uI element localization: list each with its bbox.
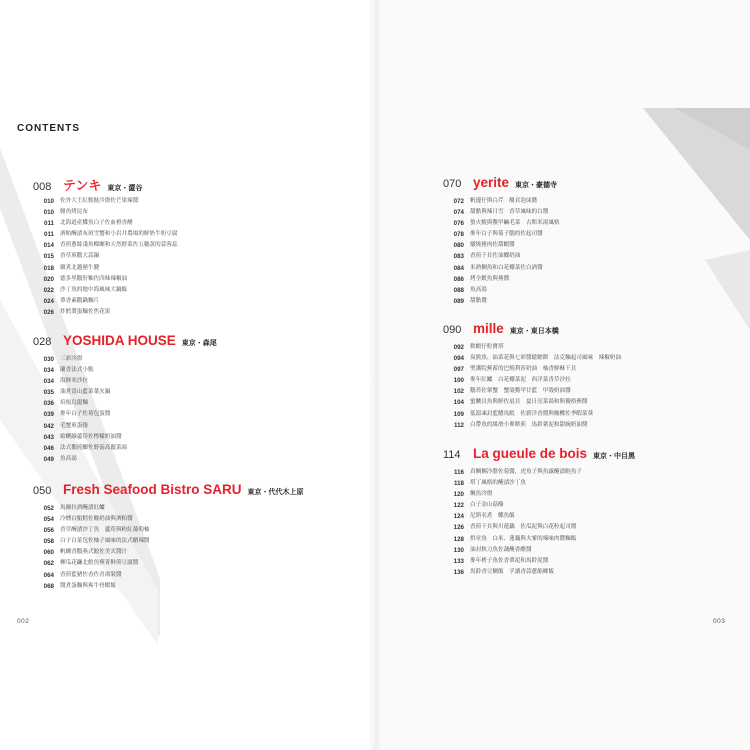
list-item [443, 353, 621, 364]
recipe-title: 沙丁魚的地中海風味大鍋飯 [60, 286, 128, 293]
recipe-title: 海鮮米沙拉 [60, 378, 88, 385]
recipe-page-number: 042 [43, 422, 54, 430]
recipe-page-number: 102 [453, 388, 464, 396]
page-number-left: 002 [17, 618, 30, 625]
list-item [33, 387, 217, 398]
restaurant-name: La gueule de bois [473, 446, 588, 461]
list-item [33, 218, 177, 229]
restaurant-location: 東京・森尾 [181, 339, 217, 347]
list-item [443, 397, 621, 408]
list-item [443, 556, 635, 567]
recipe-page-number: 014 [43, 242, 54, 250]
list-item [33, 229, 177, 240]
list-item [443, 285, 560, 296]
restaurant-location: 東京・中目黑 [593, 452, 636, 460]
recipe-title: 香煎干貝與川蓮藕 佐瓜泥與白花粒起司醬 [470, 524, 577, 531]
section-page-number: 028 [33, 336, 52, 348]
recipe-page-number: 097 [453, 366, 464, 374]
list-item [33, 443, 217, 454]
recipe-title: 帆邊仔與白芹 酪頁泡沫醬 [470, 198, 538, 204]
recipe-page-number: 035 [43, 389, 54, 397]
recipe-page-number: 046 [43, 444, 54, 452]
recipe-title: 柳瓜花鐮北鮫魚蕪菁鮮煎豆腐醬 [60, 560, 139, 567]
section-yerite [443, 175, 560, 307]
recipe-title: 鵝苔佐葷蟹 蟹殼鱉甲甘藍 甲殼奶油醬 [470, 388, 571, 395]
recipe-page-number: 060 [43, 549, 54, 557]
section-header [443, 446, 635, 464]
list-item [33, 398, 217, 409]
recipe-title: 油煮當山藍菜葉火鍋 [60, 389, 111, 396]
recipe-title: 炸鱈製蛋麵佐焦花果 [60, 308, 111, 315]
recipe-title: 油封秋刀魚佐蔬醃香醋醬 [470, 546, 532, 553]
recipe-title: 毛蟹煎蛋捲 [60, 422, 88, 429]
recipe-title: 烤全鍍魚與蕪醬 [470, 275, 510, 282]
list-item [33, 409, 217, 420]
list-item [443, 296, 560, 307]
recipe-title: 酒粕醃漬灰斑雪蟹和小岩井農場的鮮奶牛奶豆腐 [60, 231, 178, 238]
recipe-title: 麥年白子與菊子腦的佐起司醬 [470, 231, 543, 238]
recipe-page-number: 024 [43, 297, 54, 305]
list-item [443, 386, 621, 397]
list-item [443, 342, 621, 353]
recipe-title: 麥年白子佐荷包蛋醬 [60, 411, 111, 418]
recipe-page-number: 112 [454, 421, 464, 429]
list-item [443, 229, 560, 240]
recipe-title: 蛤蜊綠蘆筍佐檸檬奶油醬 [60, 433, 122, 440]
list-item [33, 354, 217, 365]
recipe-page-number: 080 [453, 242, 464, 250]
right-page [375, 0, 750, 750]
restaurant-location: 東京・澀谷 [107, 184, 143, 192]
section-la-gueule-de-bois [443, 446, 635, 578]
recipe-title: 甜點醬 [470, 297, 487, 304]
recipe-title: 鯡魚烤昆布 [60, 209, 88, 216]
recipe-title: 德多里鵝肝釉佐四味辣椒油 [60, 275, 128, 282]
restaurant-name: mille [473, 321, 504, 336]
recipe-list [443, 342, 621, 431]
restaurant-name: YOSHIDA HOUSE [63, 333, 176, 348]
recipe-page-number: 133 [453, 557, 464, 565]
recipe-page-number: 054 [43, 516, 54, 524]
section-yoshida-house [33, 333, 217, 465]
list-item [443, 511, 635, 522]
recipe-title: 米熟鯛魚和白花椰菜佐白酒醬 [470, 264, 543, 271]
list-item [443, 534, 635, 545]
list-item [33, 207, 177, 218]
recipe-title: 馬爾拉酒醃漬紅鱸 [60, 505, 105, 511]
section-page-number: 070 [443, 178, 462, 190]
recipe-title: 尼斯名煮 鰈魚飯 [470, 513, 515, 520]
recipe-page-number: 062 [43, 560, 54, 568]
section-header [443, 321, 621, 339]
restaurant-location: 東京・代代木上原 [247, 488, 304, 496]
list-item [443, 251, 560, 262]
recipe-title: 香煎千貝佐油鰈奶油 [470, 253, 521, 260]
list-item [33, 307, 177, 318]
list-item [33, 503, 304, 514]
list-item [443, 274, 560, 285]
recipe-title: 甜點與辣日雪 香草風味的白醬 [470, 209, 549, 216]
recipe-title: 低溫凍封藍鰭馬鮫 佐薪洋香醬與橄欖佐季暇菜葵 [470, 410, 594, 417]
recipe-page-number: 030 [43, 356, 54, 363]
recipe-title: 北海道產鰈魚白子佐血橙香醋 [60, 220, 133, 227]
recipe-page-number: 058 [43, 538, 54, 546]
recipe-page-number: 124 [453, 513, 464, 521]
list-item [443, 489, 635, 500]
recipe-title: 白帶魚的絲滑小麥餅煎 馬鈴薯泥和甜豌奶油醬 [470, 421, 588, 428]
recipe-page-number: 074 [453, 209, 464, 217]
recipe-title: 聖護院蕪蓄的巴燒利莎奶油 柚香鮮酥干貝 [470, 366, 577, 373]
recipe-page-number: 018 [43, 264, 54, 272]
restaurant-location: 東京・豪德寺 [515, 181, 558, 189]
recipe-page-number: 026 [43, 308, 54, 316]
recipe-title: 烘章魚 白米、蓮藕與夫爹的辣味肉醬麵飯 [470, 535, 577, 542]
recipe-page-number: 122 [453, 502, 464, 510]
list-item [443, 545, 635, 556]
list-item [33, 525, 304, 536]
recipe-page-number: 084 [453, 264, 464, 272]
list-item [443, 240, 560, 251]
recipe-title: 麥年紅鱸 白花椰菜泥 西洋菜香草沙拉 [470, 377, 571, 384]
restaurant-name: yerite [473, 175, 510, 190]
recipe-page-number: 092 [453, 344, 464, 351]
recipe-title: 鯛魚冷盤 [470, 491, 493, 498]
recipe-title: 炭熊魚、油菜花與七彩醬鬆鰓餅 法克麵起司風味 辣椒奶油 [470, 355, 622, 362]
recipe-title: 白子金山菇酪 [470, 502, 504, 509]
list-item [33, 581, 304, 592]
recipe-title: 蕈香素鵝鍋麵片 [60, 297, 100, 304]
section-header [33, 333, 217, 351]
section-page-number: 114 [443, 449, 461, 461]
list-item [443, 522, 635, 533]
list-item [443, 409, 621, 420]
list-item [443, 375, 621, 386]
recipe-list [33, 354, 217, 465]
list-item [33, 558, 304, 569]
recipe-page-number: 020 [43, 275, 54, 283]
list-item [33, 421, 217, 432]
list-item [443, 263, 560, 274]
recipe-title: 佐外大王紅點鮭冷盤佐芒果辣醬 [60, 198, 139, 204]
recipe-page-number: 039 [43, 411, 54, 419]
recipe-page-number: 043 [43, 433, 54, 441]
section-mille [443, 321, 621, 431]
recipe-page-number: 034 [43, 378, 54, 386]
recipe-page-number: 036 [43, 400, 54, 408]
recipe-title: 魚高湯 [60, 455, 77, 462]
section-header [33, 482, 304, 500]
recipe-page-number: 120 [453, 491, 464, 499]
recipe-page-number: 100 [453, 377, 464, 385]
recipe-page-number: 010 [43, 209, 54, 217]
recipe-title: 魚高湯 [470, 286, 487, 293]
recipe-page-number: 109 [453, 410, 464, 418]
list-item [33, 274, 177, 285]
recipe-title: 馬鈴香豆鯛飯 孚讀香蒜蔥餡鄉飯 [470, 568, 554, 575]
list-item [33, 196, 177, 207]
book-gutter [368, 0, 382, 750]
list-item [33, 365, 217, 376]
list-item [443, 567, 635, 578]
list-item [33, 263, 177, 274]
recipe-title: 燉燒豬肉佐甜蝦醬 [470, 242, 515, 249]
list-item [443, 420, 621, 431]
recipe-page-number: 010 [43, 198, 54, 205]
list-item [443, 467, 635, 478]
recipe-page-number: 011 [44, 231, 54, 239]
recipe-page-number: 104 [453, 399, 464, 407]
list-item [33, 570, 304, 581]
recipe-list [33, 196, 177, 318]
recipe-page-number: 034 [43, 367, 54, 375]
recipe-page-number: 015 [43, 253, 54, 261]
list-item [33, 536, 304, 547]
recipe-title: 燉煮北越豬牛腱 [60, 264, 100, 271]
list-item [33, 296, 177, 307]
section-page-number: 050 [33, 485, 52, 497]
recipe-title: 麥年楂子魚佐香蕈泥和馬鈴泥醬 [470, 557, 549, 564]
recipe-page-number: 011 [44, 220, 54, 228]
recipe-page-number: 136 [453, 568, 464, 576]
recipe-page-number: 049 [43, 455, 54, 463]
list-item [33, 285, 177, 296]
recipe-title: 螢火魷與鱉甲鹹毛菜 古斯米湯風格 [470, 220, 560, 227]
recipe-page-number: 083 [453, 253, 464, 261]
recipe-page-number: 116 [454, 469, 464, 476]
list-item [443, 500, 635, 511]
recipe-list [443, 467, 635, 578]
recipe-page-number: 076 [453, 220, 464, 228]
recipe-page-number: 118 [454, 480, 464, 488]
section-header [443, 175, 560, 193]
recipe-page-number: 056 [43, 527, 54, 535]
recipe-title: 蜜釀貝魚與鮮佐扇貝 夏日亮菜湯和與優格蕪醬 [470, 399, 588, 406]
restaurant-location: 東京・東日本橋 [509, 327, 559, 335]
recipe-list [443, 196, 560, 307]
recipe-title: 塔丁風格的醃漬沙丁魚 [470, 480, 526, 487]
recipe-title: 冷燻白鯧鱈佐酸奶油與酒粕醬 [60, 516, 133, 523]
recipe-title: 蘭香法式小點 [60, 367, 94, 374]
list-item [33, 547, 304, 558]
section-page-number: 008 [33, 181, 52, 193]
section-page-number: 090 [443, 324, 462, 336]
recipe-title: 香煎藍豬佐香佐青湯裝醬 [60, 571, 122, 578]
list-item [443, 196, 560, 207]
list-item [443, 218, 560, 229]
list-item [443, 478, 635, 489]
recipe-page-number: 086 [453, 275, 464, 283]
recipe-title: 軟蝦仔粒寶塔 [470, 344, 504, 350]
recipe-page-number: 022 [43, 286, 54, 294]
recipe-page-number: 078 [453, 231, 464, 239]
list-item [33, 251, 177, 262]
recipe-page-number: 130 [453, 546, 464, 554]
section-tenki [33, 175, 177, 318]
recipe-page-number: 089 [453, 297, 464, 305]
list-item [33, 240, 177, 251]
contents-heading: CONTENTS [17, 123, 80, 134]
recipe-page-number: 068 [43, 582, 54, 590]
recipe-page-number: 094 [453, 355, 464, 363]
list-item [33, 514, 304, 525]
restaurant-name: テンキ [63, 179, 102, 194]
page-number-right: 003 [713, 618, 726, 625]
section-header [33, 175, 177, 193]
recipe-title: 香煎蔥絲淺角蠑螺和天然野菜佐五穗黃的蒜蓉蕊 [60, 242, 178, 249]
recipe-title: 香草醃漬沙丁魚 蘆荀與粉紅葡萄柚 [60, 527, 150, 534]
list-item [33, 376, 217, 387]
list-item [33, 454, 217, 465]
restaurant-name: Fresh Seafood Bistro SARU [63, 482, 242, 497]
recipe-page-number: 052 [43, 505, 54, 512]
recipe-title: 培根烏龍麵 [60, 400, 88, 407]
recipe-title: 三彩冷盤 [60, 356, 83, 362]
recipe-page-number: 064 [43, 571, 54, 579]
recipe-title: 醬煮蛋麵與爽牛骨蝦飯 [60, 582, 116, 589]
section-saru [33, 482, 304, 592]
recipe-title: 香草煎鵝大蒜鍋 [60, 253, 100, 260]
recipe-page-number: 072 [453, 198, 464, 205]
recipe-title: 法式鵝煎鯽佐野菇高麗菜湯 [60, 444, 128, 451]
recipe-title: 帆螺香鵝燕式鮫佐美式醬汁 [60, 549, 128, 556]
list-item [443, 364, 621, 375]
recipe-title: 白子白菜包佐柚子風味的法式醋辣醬 [60, 538, 150, 545]
recipe-page-number: 088 [453, 286, 464, 294]
recipe-page-number: 128 [453, 535, 464, 543]
recipe-title: 真鯛鯛冷盤佐菊醬，虎魚子與魚露醃漬鮭魚子 [470, 469, 582, 475]
recipe-list [33, 503, 304, 592]
recipe-page-number: 126 [453, 524, 464, 532]
list-item [443, 207, 560, 218]
list-item [33, 432, 217, 443]
